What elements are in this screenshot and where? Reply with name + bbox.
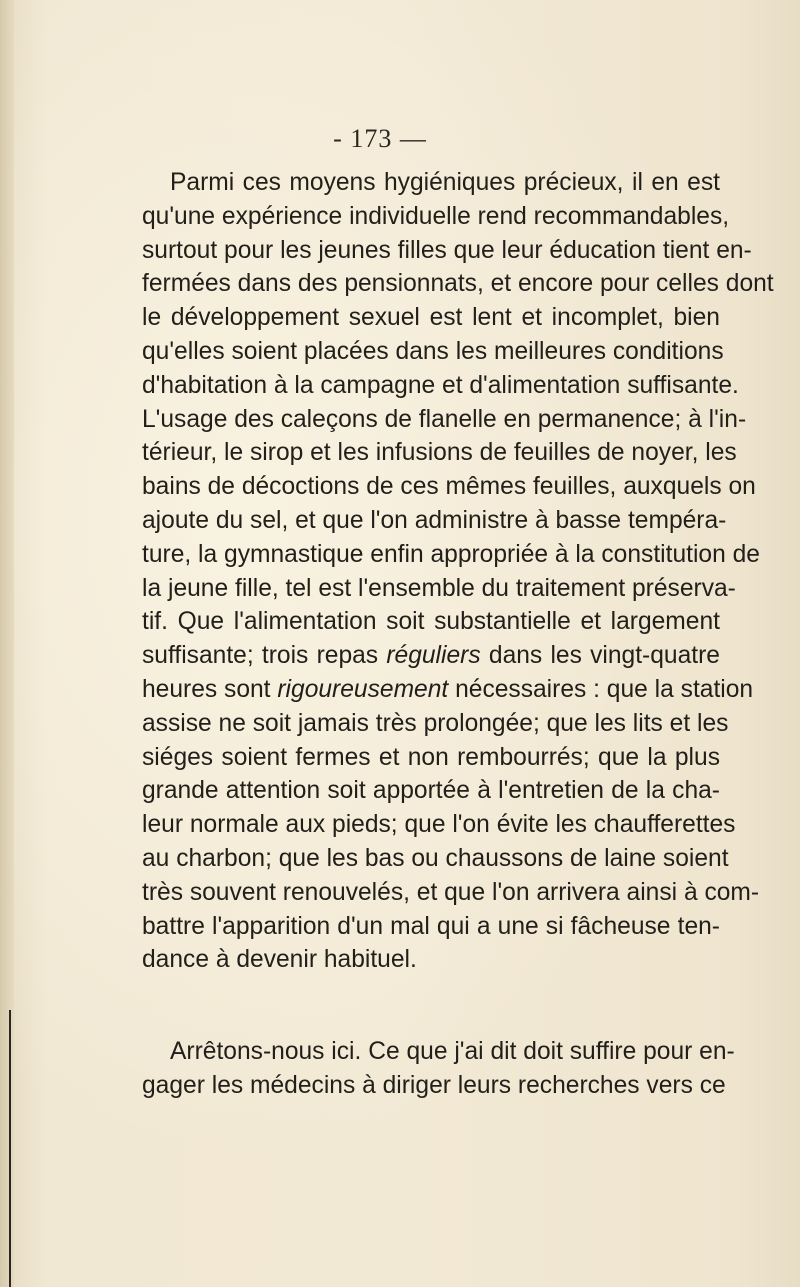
- gutter-edge-line: [9, 1010, 11, 1287]
- text-segment: nécessaires : que la station: [448, 675, 754, 703]
- text-line: Arrêtons-nous ici. Ce que j'ai dit doit suffire pour en-: [170, 1038, 735, 1066]
- page-gutter: [0, 0, 14, 1287]
- text-line: qu'elles soient placées dans les meilleures conditions: [142, 337, 724, 365]
- text-segment: dans les vingt-quatre: [480, 642, 720, 670]
- text-line: surtout pour les jeunes filles que leur éducation tient en-: [142, 236, 752, 264]
- page-number: - 173 —: [333, 124, 427, 153]
- text-line: le développement sexuel est lent et incomplet, bien: [142, 304, 720, 332]
- paragraph-gap: [142, 977, 720, 1035]
- text-line: térieur, le sirop et les infusions de feuilles de noyer, les: [142, 439, 737, 467]
- text-line: d'habitation à la campagne et d'alimentation suffisante.: [142, 371, 739, 399]
- text-line: qu'une expérience individuelle rend recommandables,: [142, 202, 730, 230]
- text-line: grande attention soit apportée à l'entretien de la cha-: [142, 777, 720, 805]
- text-line: [142, 639, 720, 673]
- text-line: siéges soient fermes et non rembourrés; que la plus: [142, 743, 720, 771]
- text-line: ajoute du sel, et que l'on administre à basse tempéra-: [142, 506, 727, 534]
- text-line: leur normale aux pieds; que l'on évite les chaufferettes: [142, 811, 736, 839]
- text-line: battre l'apparition d'un mal qui a une si fâcheuse ten-: [142, 912, 720, 940]
- text-line: gager les médecins à diriger leurs recherches vers ce: [142, 1071, 726, 1099]
- text-segment: heures sont: [142, 675, 278, 703]
- text-line: assise ne soit jamais très prolongée; que les lits et les: [142, 709, 729, 737]
- body-text: [142, 166, 774, 1103]
- text-line: tif. Que l'alimentation soit substantielle et largement: [142, 608, 720, 636]
- text-line: Parmi ces moyens hygiéniques précieux, il en est: [170, 169, 720, 196]
- text-line: L'usage des caleçons de flanelle en permanence; à l'in-: [142, 405, 747, 433]
- text-line: ture, la gymnastique enfin appropriée à la constitution de: [142, 540, 760, 568]
- text-line: au charbon; que les bas ou chaussons de laine soient: [142, 844, 729, 872]
- text-line: bains de décoctions de ces mêmes feuilles, auxquels on: [142, 473, 756, 501]
- text-segment: suffisante; trois repas: [142, 642, 387, 670]
- emphasis-text: réguliers: [386, 642, 481, 670]
- text-line: fermées dans des pensionnats, et encore pour celles dont: [142, 270, 774, 298]
- text-line: la jeune fille, tel est l'ensemble du traitement préserva-: [142, 574, 736, 602]
- text-line: [142, 673, 754, 707]
- text-line: très souvent renouvelés, et que l'on arrivera ainsi à com-: [142, 878, 760, 906]
- emphasis-text: rigoureusement: [277, 675, 449, 703]
- text-line: dance à devenir habituel.: [142, 946, 417, 974]
